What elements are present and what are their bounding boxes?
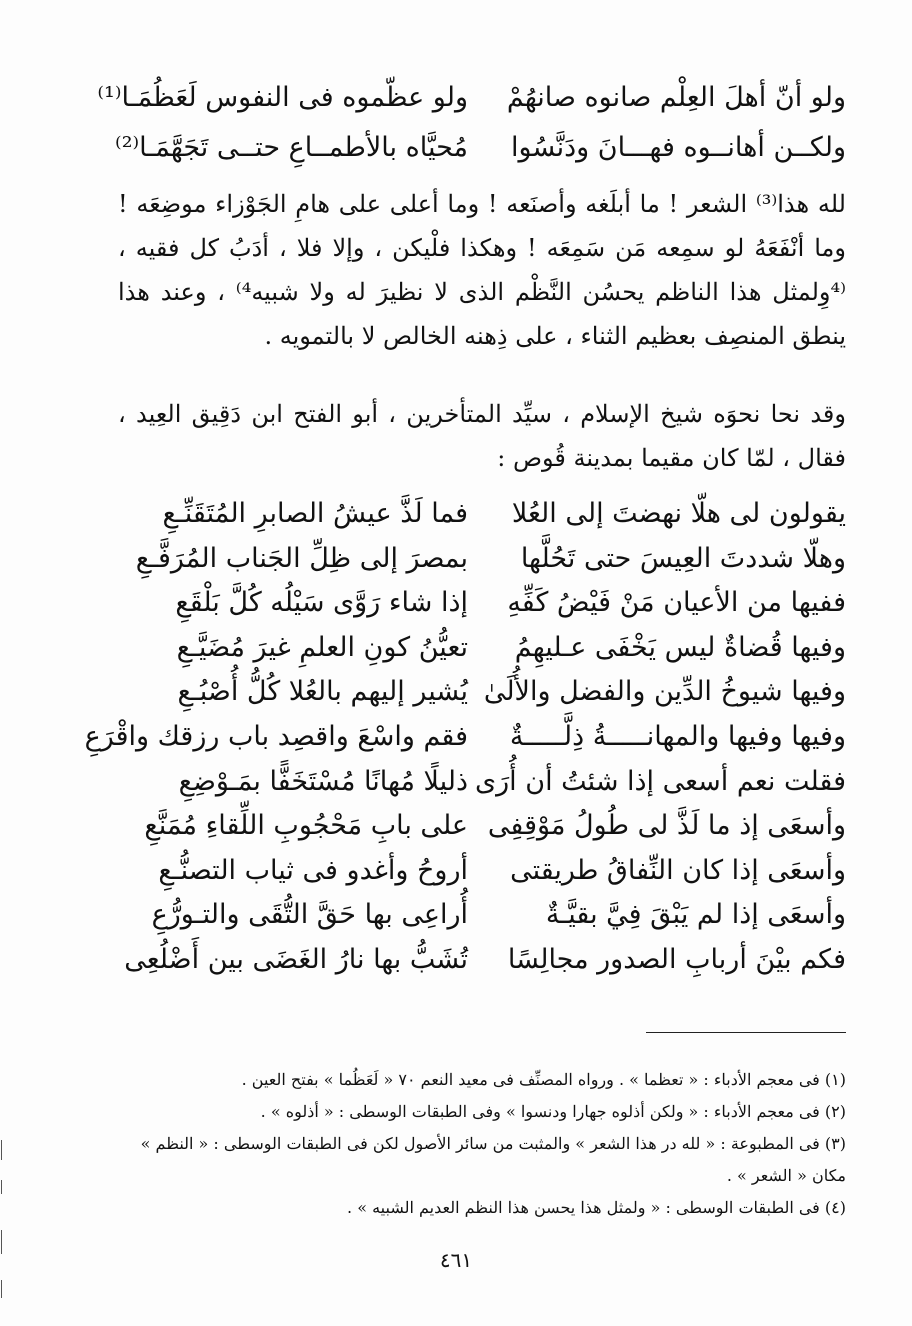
verse-hemistich-right: وفيها شيوخُ الدِّين والفضل والأُلَىٰ	[483, 676, 846, 708]
scan-edge-mark	[1, 1280, 2, 1298]
paragraph-intro-poem: وقد نحا نحوَه شيخ الإسلام ، سيِّد المتأخرين ، أبو الفتح ابن دَقِيق العِيد ، فقال ، لمّا كان مقيما بمدينة قُوص :	[118, 400, 846, 472]
verse-hemistich-left: ذليلًا مُهانًا مُسْتَخَفًّا بمَـوْضِعِ	[178, 765, 468, 797]
poem-line	[118, 855, 846, 900]
verse-hemistich-right: وفيها وفيها والمهانـــــةُ ذِلَّـــــةٌ	[509, 720, 846, 752]
footnote-4: (٤) فى الطبقات الوسطى : « ولمثل هذا يحسن هذا النظم العديم الشبيه » .	[347, 1198, 846, 1217]
page-number: ٤٦١	[439, 1248, 473, 1272]
scan-edge-mark	[1, 1180, 2, 1194]
scan-edge-marks	[0, 1120, 6, 1320]
verse-hemistich-right: ففيها من الأعيان مَنْ فَيْضُ كَفِّهِ	[507, 587, 846, 619]
scan-edge-mark	[1, 1230, 2, 1254]
verse-hemistich-left: على بابِ مَحْجُوبِ اللِّقاءِ مُمَنَّعِ	[144, 810, 468, 842]
verse-hemistich-left: فما لَذَّ عيشُ الصابرِ المُتَقَنِّـعِ	[162, 498, 468, 529]
scan-edge-mark	[1, 1140, 2, 1160]
verse-hemistich-left: مُحيَّاه بالأطمــاعِ حتــى تَجَهَّمَـا⁽²⁾	[115, 132, 468, 163]
verse-hemistich-right: وأسعَى إذ ما لَذَّ لى طُولُ مَوْقِفِى	[487, 810, 846, 842]
poem-line	[118, 632, 846, 677]
verse-hemistich-left: بمصرَ إلى ظِلِّ الجَناب المُرَفَّـعِ	[135, 542, 468, 574]
verse-hemistich-left: أروحُ وأغدو فى ثياب التصنُّـعِ	[158, 854, 468, 886]
poem-line	[118, 810, 846, 855]
poem-line	[118, 498, 846, 543]
poem-line	[118, 766, 846, 811]
verse-hemistich-right: ولكــن أهانــوه فهـــانَ ودَنَّسُوا	[511, 132, 846, 163]
verse-hemistich-left: تُشَبُّ بها نارُ الغَضَى بين أَضْلُعِى	[124, 943, 468, 975]
verse-hemistich-right: فكم بيْنَ أربابِ الصدور مجالِسًا	[507, 943, 846, 975]
opening-verses	[97, 82, 846, 182]
verse-hemistich-left: فقم واسْعَ واقصِد باب رزقك واقْرَعِ	[84, 720, 468, 752]
verse-hemistich-right: وفيها قُضاةٌ ليس يَخْفَى عـليهِمُ	[514, 631, 846, 663]
footnote-1: (١) فى معجم الأدباء : « تعظما » . ورواه المصنِّف فى معيد النعم ٧٠ « لَعَظُما » بفتح العين .	[241, 1070, 846, 1089]
verse-hemistich-right: ولو أنّ أهلَ العِلْم صانوه صانهُمْ	[506, 82, 846, 113]
verse-hemistich-left: تعيُّنُ كونِ العلمِ غيرَ مُضَيَّـعِ	[176, 631, 468, 663]
poem-line	[118, 944, 846, 989]
poem-line	[118, 587, 846, 632]
poem-line	[118, 899, 846, 944]
verse-hemistich-right: يقولون لى هلّا نهضتَ إلى العُلا	[511, 498, 846, 529]
verse-hemistich-right: فقلت نعم أسعى إذا شئتُ أن أُرَى	[475, 765, 846, 797]
footnote-separator	[646, 1032, 846, 1033]
verse-hemistich-left: ولو عظّموه فى النفوس لَعَظُمَـا⁽¹⁾	[97, 82, 468, 113]
verse-hemistich-left: أُراعِى بها حَقَّ التُّقَى والتـورُّعِ	[151, 899, 468, 931]
paragraph-praise: لله هذا⁽³⁾ الشعر ! ما أبلَغه وأصنَعه ! وما أعلى على هامِ الجَوْزاء موضِعَه ! وما أنْفَعَهُ لو سمِعه مَن سَمِعَه ! وهكذا فلْيكن ، وإلا فلا ، أدَبُ كل فقيه ، ⁽⁴وِلمثل هذا الناظم يحسُن النَّظْم الذى لا نظيرَ له ولا شبيه⁴⁾ ، وعند هذا ينطق المنصِف بعظيم الثناء ، على ذِهنه الخالص لا بالتمويه .	[118, 190, 847, 350]
footnote-3: (٣) فى المطبوعة : « لله در هذا الشعر » والمثبت من سائر الأصول لكن فى الطبقات الوسطى : « النظم » مكان « الشعر » .	[140, 1134, 846, 1185]
poem-line	[118, 543, 846, 588]
footnotes	[118, 1064, 846, 1224]
verse-hemistich-left: يُشير إليهم بالعُلا كُلُّ أُصْبُـعِ	[177, 676, 468, 708]
verse-hemistich-right: وأسعَى إذا كان النِّفاقُ طريقتى	[510, 854, 846, 886]
verse-hemistich-right: وأسعَى إذا لم يَبْقَ فِيَّ بقيَّـةٌ	[545, 899, 846, 931]
verse-line	[115, 132, 846, 182]
poem-line	[118, 676, 846, 721]
verse-hemistich-left: إذا شاء رَوَّى سَيْلُه كُلَّ بَلْقَعِ	[175, 587, 468, 619]
verse-line	[97, 82, 846, 132]
poem	[84, 498, 846, 989]
poem-line	[84, 720, 846, 766]
footnote-2: (٢) فى معجم الأدباء : « ولكن أذلوه جهارا ودنسوا » وفى الطبقات الوسطى : « أذلوه » .	[260, 1102, 846, 1121]
verse-hemistich-right: وهلّا شددتَ العِيسَ حتى تَحُلَّها	[520, 542, 846, 574]
